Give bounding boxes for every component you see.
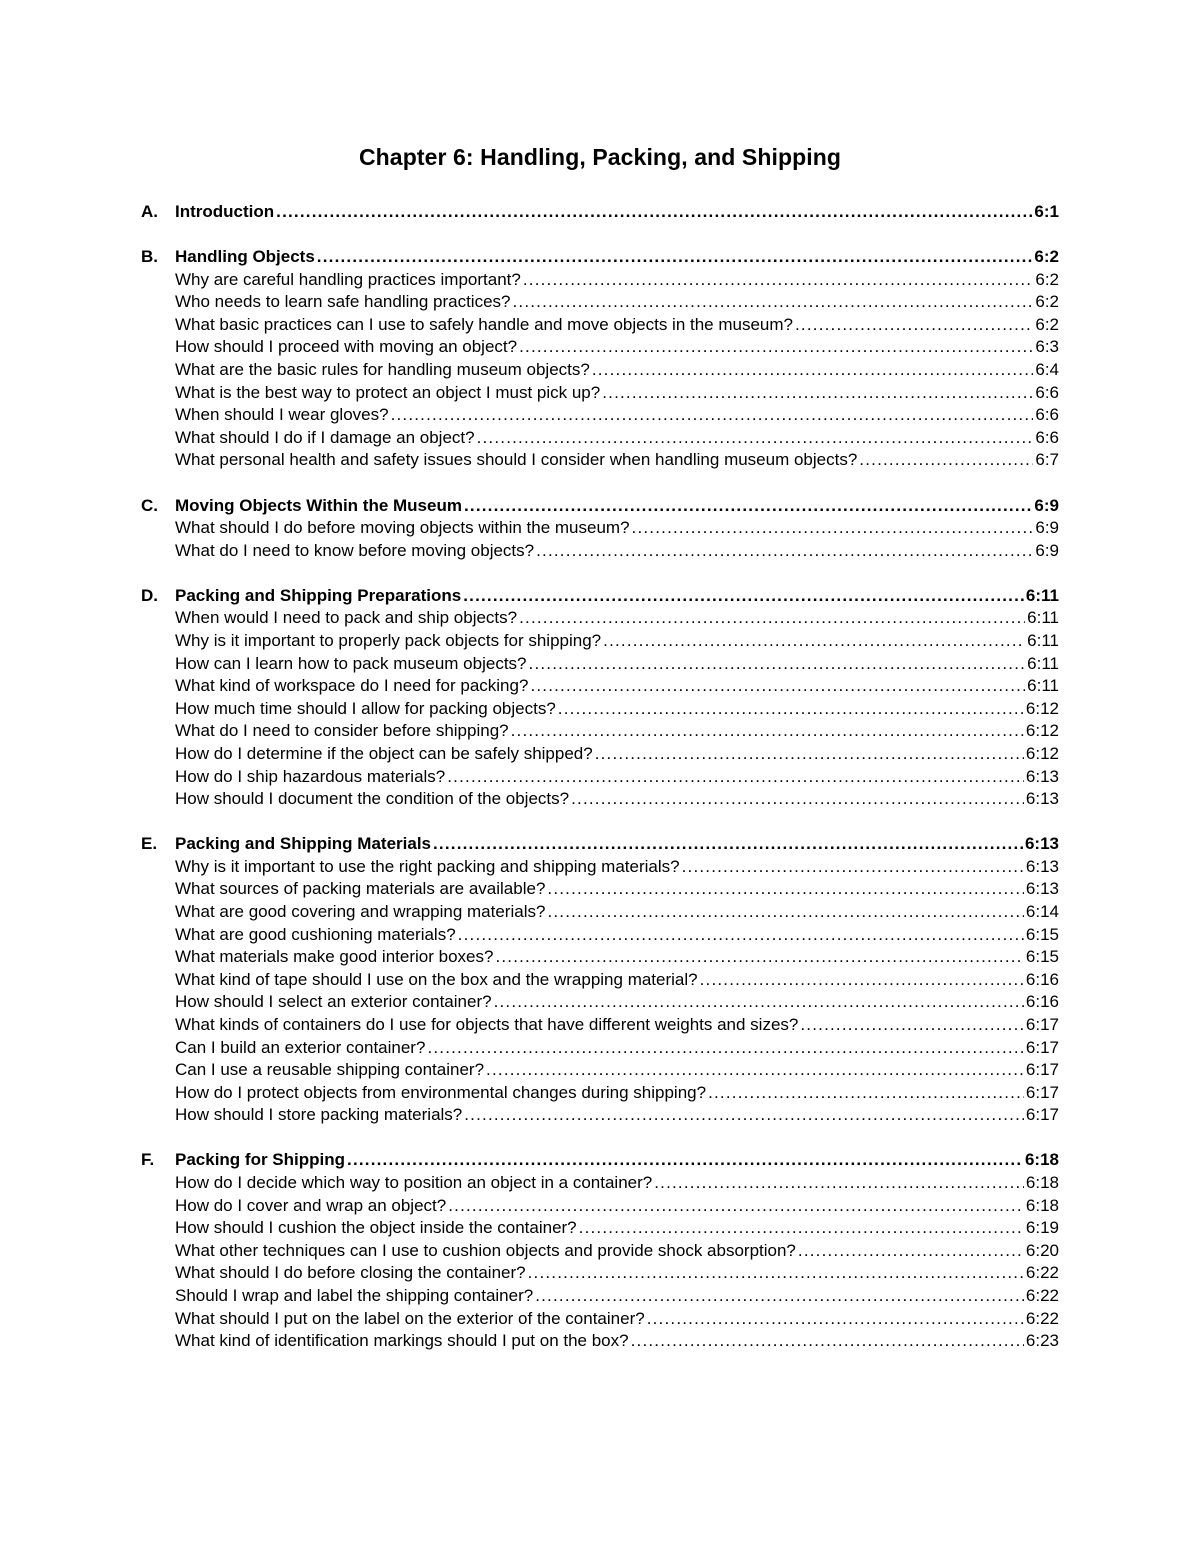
toc-section-heading[interactable] — [141, 833, 1059, 856]
page-number: 6:23 — [1025, 1331, 1059, 1351]
entry-text: Why is it important to use the right packing and shipping materials? — [175, 856, 680, 876]
page-number: 6:18 — [1025, 1173, 1059, 1193]
dot-leader — [632, 517, 1034, 540]
page-number: 6:9 — [1035, 540, 1059, 560]
toc-entry[interactable] — [141, 1172, 1059, 1195]
page-number: 6:11 — [1025, 585, 1059, 605]
page-number: 6:1 — [1034, 202, 1059, 221]
toc-entry[interactable] — [141, 1217, 1059, 1240]
dot-leader — [529, 653, 1026, 676]
toc-entry[interactable] — [141, 878, 1059, 901]
page-number: 6:22 — [1025, 1308, 1059, 1328]
entry-text: Who needs to learn safe handling practices? — [175, 292, 511, 312]
page-number: 6:15 — [1025, 947, 1059, 967]
toc-entry[interactable] — [141, 856, 1059, 879]
dot-leader — [547, 901, 1023, 924]
entry-text: How do I ship hazardous materials? — [175, 766, 446, 786]
page-number: 6:12 — [1025, 698, 1059, 718]
toc-entry[interactable] — [141, 1330, 1059, 1353]
toc-entry[interactable] — [141, 675, 1059, 698]
entry-text: What kind of workspace do I need for packing? — [175, 676, 529, 696]
page-number: 6:11 — [1027, 631, 1059, 650]
section-title: Handling Objects — [175, 247, 315, 267]
chapter-title: Chapter 6: Handling, Packing, and Shipping — [358, 144, 842, 170]
toc-entry[interactable] — [141, 1308, 1059, 1331]
entry-text: What materials make good interior boxes? — [175, 947, 494, 967]
toc-entry[interactable] — [141, 630, 1059, 653]
entry-text: How do I cover and wrap an object? — [175, 1195, 447, 1215]
entry-text: What is the best way to protect an object I must pick up? — [175, 382, 601, 402]
dot-leader — [602, 382, 1033, 405]
toc-section-heading[interactable] — [141, 1149, 1059, 1172]
page-number: 6:17 — [1025, 1060, 1059, 1080]
toc-entry[interactable] — [141, 427, 1059, 450]
entry-text: What personal health and safety issues should I consider when handling museum objects? — [175, 450, 858, 470]
toc-section-heading[interactable] — [141, 495, 1059, 518]
toc-entry[interactable] — [141, 1059, 1059, 1082]
toc-entry[interactable] — [141, 788, 1059, 811]
section-letter: F. — [141, 1150, 155, 1170]
toc-entry[interactable] — [141, 653, 1059, 676]
page-number: 6:19 — [1025, 1218, 1059, 1238]
toc-entry[interactable] — [141, 1262, 1059, 1285]
section-title: Packing and Shipping Preparations — [175, 585, 462, 605]
dot-leader — [448, 1195, 1024, 1218]
page-number: 6:2 — [1035, 269, 1059, 289]
page-number: 6:15 — [1025, 924, 1059, 944]
dot-leader — [795, 314, 1033, 337]
entry-text: What should I do before moving objects within the museum? — [175, 518, 630, 538]
entry-text: Why is it important to properly pack objects for shipping? — [175, 631, 602, 650]
section-title: Moving Objects Within the Museum — [175, 495, 462, 515]
toc-section-d — [141, 585, 1059, 811]
page-number: 6:13 — [1025, 789, 1059, 809]
page-number: 6:22 — [1025, 1286, 1059, 1306]
page-number: 6:16 — [1025, 969, 1059, 989]
toc-entry[interactable] — [141, 517, 1059, 540]
dot-leader — [447, 766, 1024, 789]
dot-leader — [536, 540, 1033, 563]
toc-entry[interactable] — [141, 901, 1059, 924]
entry-text: How can I learn how to pack museum objects? — [175, 653, 527, 673]
page-number: 6:17 — [1025, 1037, 1059, 1057]
toc-entry[interactable] — [141, 269, 1059, 292]
dot-leader — [530, 675, 1025, 698]
entry-text: What kinds of containers do I use for objects that have different weights and sizes? — [175, 1015, 799, 1034]
toc-entry[interactable] — [141, 991, 1059, 1014]
toc-section-e — [141, 833, 1059, 1127]
entry-text: What do I need to know before moving objects? — [175, 540, 535, 560]
dot-leader — [495, 946, 1023, 969]
page-number: 6:12 — [1025, 721, 1059, 741]
page-number: 6:3 — [1035, 337, 1059, 357]
page-number: 6:17 — [1025, 1082, 1059, 1102]
entry-text: When should I wear gloves? — [175, 405, 389, 425]
dot-leader — [477, 427, 1034, 450]
dot-leader — [535, 1285, 1024, 1308]
entry-text: Should I wrap and label the shipping container? — [175, 1286, 534, 1306]
dot-leader — [558, 698, 1024, 721]
page-number: 6:7 — [1035, 450, 1059, 470]
toc-entry[interactable] — [141, 1285, 1059, 1308]
dot-leader — [654, 1172, 1024, 1195]
page-number: 6:13 — [1024, 834, 1059, 854]
entry-text: What are good covering and wrapping materials? — [175, 902, 546, 922]
dot-leader — [523, 269, 1034, 292]
page-number: 6:4 — [1035, 360, 1059, 380]
page-number: 6:11 — [1027, 653, 1059, 673]
entry-text: How should I document the condition of the objects? — [175, 789, 570, 809]
toc-entry[interactable] — [141, 1195, 1059, 1218]
toc-entry[interactable] — [141, 720, 1059, 743]
toc-section-heading[interactable] — [141, 201, 1059, 224]
toc-entry[interactable] — [141, 291, 1059, 314]
dot-leader — [800, 1014, 1024, 1037]
table-of-contents — [141, 201, 1059, 1375]
dot-leader — [595, 743, 1024, 766]
dot-leader — [579, 1217, 1024, 1240]
dot-leader — [464, 495, 1032, 518]
section-letter: C. — [141, 495, 158, 515]
page-number: 6:11 — [1027, 676, 1059, 696]
page-number: 6:20 — [1025, 1240, 1059, 1260]
toc-entry[interactable] — [141, 1104, 1059, 1127]
entry-text: What sources of packing materials are available? — [175, 879, 546, 899]
toc-entry[interactable] — [141, 1014, 1059, 1037]
dot-leader — [347, 1149, 1023, 1172]
page-number: 6:2 — [1035, 314, 1059, 334]
toc-entry[interactable] — [141, 766, 1059, 789]
section-title: Introduction — [175, 202, 275, 221]
page-number: 6:2 — [1035, 292, 1059, 312]
toc-entry[interactable] — [141, 540, 1059, 563]
section-letter: D. — [141, 585, 158, 605]
page-number: 6:17 — [1025, 1105, 1059, 1125]
page-number: 6:18 — [1024, 1150, 1059, 1170]
entry-text: What kind of identification markings should I put on the box? — [175, 1331, 629, 1351]
dot-leader — [519, 336, 1033, 359]
dot-leader — [512, 291, 1033, 314]
dot-leader — [494, 991, 1024, 1014]
page-number: 6:14 — [1025, 902, 1059, 922]
section-title: Packing for Shipping — [175, 1150, 346, 1170]
entry-text: How should I store packing materials? — [175, 1105, 463, 1125]
dot-leader — [511, 720, 1024, 743]
toc-section-f — [141, 1149, 1059, 1352]
page-number: 6:17 — [1025, 1015, 1059, 1034]
toc-entry[interactable] — [141, 336, 1059, 359]
dot-leader — [603, 630, 1025, 653]
page-number: 6:6 — [1035, 405, 1059, 425]
page-number: 6:11 — [1027, 608, 1059, 628]
dot-leader — [519, 607, 1025, 630]
toc-section-c — [141, 495, 1059, 563]
page-number: 6:12 — [1025, 743, 1059, 763]
section-title: Packing and Shipping Materials — [175, 834, 431, 854]
page-number: 6:22 — [1025, 1263, 1059, 1283]
entry-text: How should I select an exterior container? — [175, 992, 492, 1012]
dot-leader — [427, 1037, 1023, 1060]
toc-section-a — [141, 201, 1059, 224]
entry-text: Can I use a reusable shipping container? — [175, 1060, 485, 1080]
page-number: 6:13 — [1025, 879, 1059, 899]
section-letter: A. — [141, 202, 158, 221]
toc-section-heading[interactable] — [141, 246, 1059, 269]
section-letter: B. — [141, 247, 158, 267]
toc-entry[interactable] — [141, 607, 1059, 630]
toc-entry[interactable] — [141, 404, 1059, 427]
dot-leader — [317, 246, 1033, 269]
dot-leader — [463, 585, 1024, 608]
dot-leader — [592, 359, 1034, 382]
dot-leader — [433, 833, 1023, 856]
dot-leader — [571, 788, 1024, 811]
page-number: 6:6 — [1035, 427, 1059, 447]
toc-entry[interactable] — [141, 1037, 1059, 1060]
dot-leader — [458, 924, 1024, 947]
entry-text: What should I put on the label on the exterior of the container? — [175, 1308, 645, 1328]
entry-text: How should I proceed with moving an object? — [175, 337, 518, 357]
page-number: 6:16 — [1025, 992, 1059, 1012]
dot-leader — [708, 1082, 1024, 1105]
page-number: 6:13 — [1025, 856, 1059, 876]
dot-leader — [391, 404, 1034, 427]
dot-leader — [647, 1308, 1024, 1331]
entry-text: How do I decide which way to position an object in a container? — [175, 1173, 653, 1193]
dot-leader — [798, 1240, 1024, 1263]
dot-leader — [464, 1104, 1024, 1127]
entry-text: What should I do if I damage an object? — [175, 427, 475, 447]
toc-entry[interactable] — [141, 924, 1059, 947]
toc-section-heading[interactable] — [141, 585, 1059, 608]
dot-leader — [700, 969, 1024, 992]
entry-text: What basic practices can I use to safely handle and move objects in the museum? — [175, 314, 793, 334]
toc-entry[interactable] — [141, 743, 1059, 766]
page-number: 6:2 — [1034, 247, 1059, 267]
toc-entry[interactable] — [141, 359, 1059, 382]
dot-leader — [682, 856, 1024, 879]
dot-leader — [486, 1059, 1024, 1082]
entry-text: How much time should I allow for packing objects? — [175, 698, 556, 718]
dot-leader — [528, 1262, 1024, 1285]
toc-section-b — [141, 246, 1059, 472]
entry-text: What should I do before closing the container? — [175, 1263, 526, 1283]
toc-entry[interactable] — [141, 1240, 1059, 1263]
dot-leader — [276, 201, 1032, 224]
dot-leader — [859, 449, 1033, 472]
entry-text: Why are careful handling practices important? — [175, 269, 521, 289]
entry-text: What are good cushioning materials? — [175, 924, 456, 944]
entry-text: How do I protect objects from environmental changes during shipping? — [175, 1082, 707, 1102]
entry-text: How do I determine if the object can be safely shipped? — [175, 743, 593, 763]
page-number: 6:18 — [1025, 1195, 1059, 1215]
page-number: 6:9 — [1035, 518, 1059, 538]
entry-text: How should I cushion the object inside the container? — [175, 1218, 577, 1238]
entry-text: What do I need to consider before shipping? — [175, 721, 509, 741]
toc-entry[interactable] — [141, 382, 1059, 405]
entry-text: What kind of tape should I use on the box and the wrapping material? — [175, 969, 698, 989]
dot-leader — [631, 1330, 1024, 1353]
toc-entry[interactable] — [141, 449, 1059, 472]
entry-text: What are the basic rules for handling museum objects? — [175, 360, 590, 380]
page-number: 6:9 — [1034, 495, 1059, 515]
entry-text: When would I need to pack and ship objects? — [175, 608, 518, 628]
toc-entry[interactable] — [141, 698, 1059, 721]
toc-entry[interactable] — [141, 314, 1059, 337]
dot-leader — [547, 878, 1024, 901]
toc-entry[interactable] — [141, 1082, 1059, 1105]
section-letter: E. — [141, 834, 158, 854]
toc-entry[interactable] — [141, 946, 1059, 969]
page-number: 6:6 — [1035, 382, 1059, 402]
entry-text: Can I build an exterior container? — [175, 1037, 426, 1057]
toc-entry[interactable] — [141, 969, 1059, 992]
page-number: 6:13 — [1025, 766, 1059, 786]
entry-text: What other techniques can I use to cushion objects and provide shock absorption? — [175, 1240, 796, 1260]
